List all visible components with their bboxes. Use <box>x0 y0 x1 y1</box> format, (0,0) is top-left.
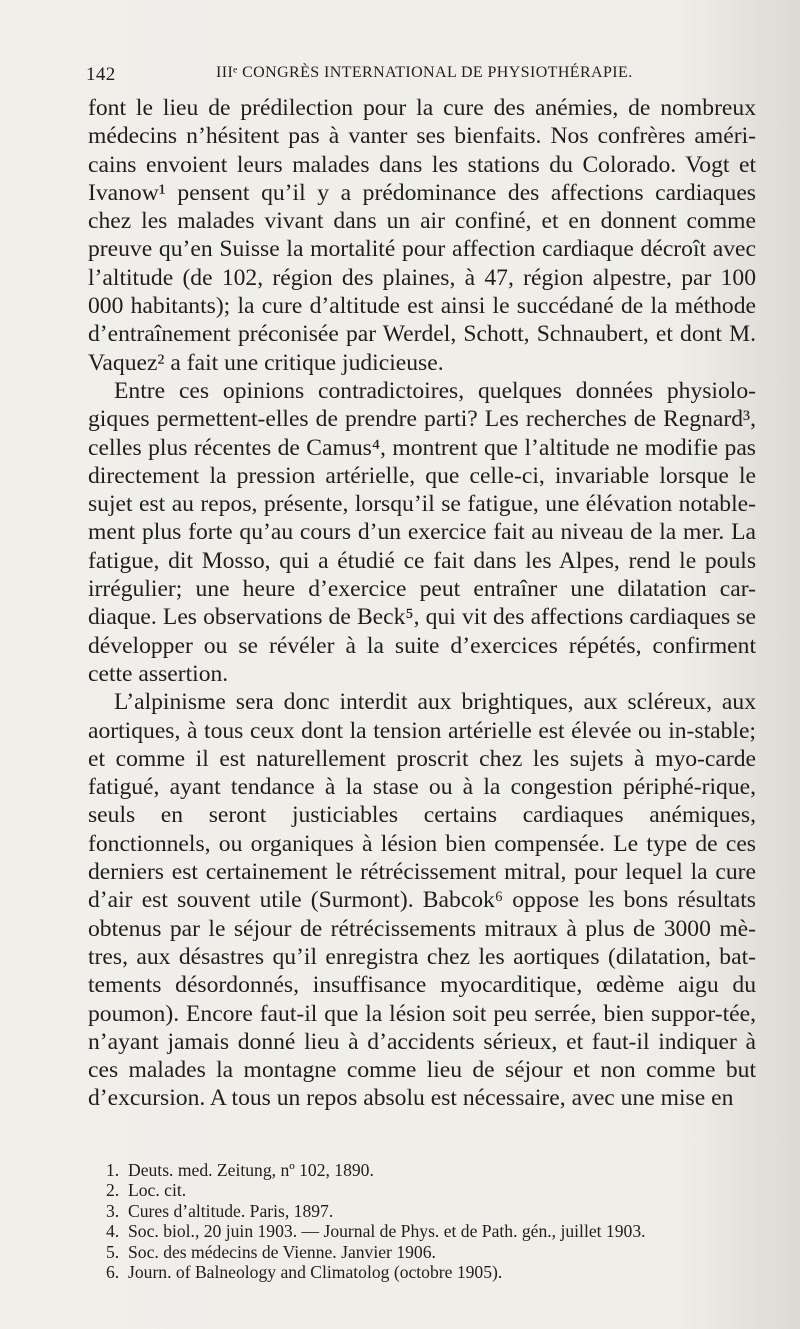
footnote <box>88 1262 756 1282</box>
footnote <box>88 1180 756 1200</box>
paragraph: font le lieu de prédilection pour la cure des anémies, de nombreux médecins n’hésitent pas à vanter ses bienfaits. Nos confrères améri-cains envoient leurs malades dans les stations du Colorado. Vogt et Ivanow¹ pensent qu’il y a prédominance des affections cardiaques chez les malades vivant dans un air confiné, et en donnent comme preuve qu’en Suisse la mortalité pour affection cardiaque décroît avec l’altitude (de 102, région des plaines, à 47, région alpestre, par 100 000 habitants); la cure d’altitude est ainsi le succédané de la méthode d’entraînement préconisée par Werdel, Schott, Schnaubert, et dont M. Vaquez² a fait une critique judicieuse. <box>88 95 756 376</box>
page-number: 142 <box>86 64 116 85</box>
footnote <box>88 1160 756 1180</box>
paragraph: L’alpinisme sera donc interdit aux brightiques, aux scléreux, aux aortiques, à tous ceux dont la tension artérielle est élevée ou in-stable; et comme il est naturellement proscrit chez les sujets à myo-carde fatigué, ayant tendance à la stase ou à la congestion périphé-rique, seuls en seront justiciables certains cardiaques anémiques, fonctionnels, ou organiques à lésion bien compensée. Le type de ces derniers est certainement le rétrécissement mitral, pour lequel la cure d’air est souvent utile (Surmont). Babcok⁶ oppose les bons résultats obtenus par le séjour de rétrécissements mitraux à plus de 3000 mè-tres, aux désastres qu’il enregistra chez les aortiques (dilatation, bat-tements désordonnés, insuffisance myocarditique, œdème aigu du poumon). Encore faut-il que la lésion soit peu serrée, bien suppor-tée, n’ayant jamais donné lieu à d’accidents sérieux, et faut-il indiquer à ces malades la montagne comme lieu de séjour et non comme but d’excursion. A tous un repos absolu est nécessaire, avec une mise en <box>88 689 756 1112</box>
main-text <box>88 94 756 1113</box>
footnote <box>88 1221 756 1241</box>
footnote-text: Deuts. med. Zeitung, nº 102, 1890. <box>128 1160 374 1180</box>
running-title: IIIᵉ CONGRÈS INTERNATIONAL DE PHYSIOTHÉRAPIE. <box>216 64 633 81</box>
footnote <box>88 1201 756 1221</box>
running-header <box>86 64 756 90</box>
paragraph: Entre ces opinions contradictoires, quelques données physiolo-giques permettent-elles de prendre parti? Les recherches de Regnard³, celles plus récentes de Camus⁴, montrent que l’altitude ne modifie pas directement la pression artérielle, que celle-ci, invariable lorsque le sujet est au repos, présente, lorsqu’il se fatigue, une élévation notable-ment plus forte qu’au cours d’un exercice fait au niveau de la mer. La fatigue, dit Mosso, qui a étudié ce fait dans les Alpes, rend le pouls irrégulier; une heure d’exercice peut entraîner une dilatation car-diaque. Les observations de Beck⁵, qui vit des affections cardiaques se développer ou se révéler à la suite d’exercices répétés, confirment cette assertion. <box>88 377 756 687</box>
footnote-text: Loc. cit. <box>128 1180 187 1201</box>
footnote-number: 2. <box>106 1180 120 1201</box>
footnote-number: 6. <box>106 1262 120 1283</box>
footnote-number: 5. <box>106 1241 120 1262</box>
footnote-number: 1. <box>106 1160 120 1180</box>
footnotes <box>88 1160 756 1282</box>
footnote-number: 4. <box>106 1221 120 1242</box>
footnote-text: Soc. biol., 20 juin 1903. — Journal de Phys. et de Path. gén., juillet 1903. <box>128 1221 646 1242</box>
footnote <box>88 1242 756 1262</box>
footnote-text: Cures d’altitude. Paris, 1897. <box>128 1200 334 1221</box>
footnote-text: Soc. des médecins de Vienne. Janvier 1906. <box>128 1241 436 1262</box>
footnote-text: Journ. of Balneology and Climatolog (octobre 1905). <box>128 1262 503 1283</box>
footnote-number: 3. <box>106 1200 120 1221</box>
